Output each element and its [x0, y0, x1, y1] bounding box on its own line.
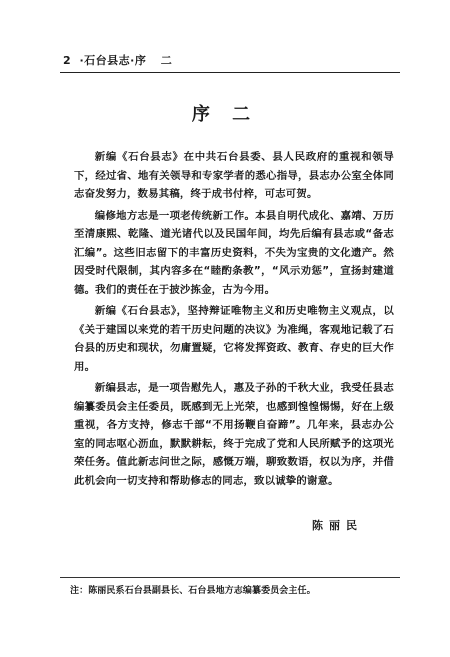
paragraph: 新编《石台县志》在中共石台县委、县人民政府的重视和领导下，经过省、地有关领导和专家学者的悉心指导，县志办公室全体同志奋发努力，数易其稿，终于成书付梓，可志可贺。	[74, 151, 394, 200]
footnote-rule	[60, 577, 400, 578]
paragraph: 新编县志，是一项告慰先人，惠及子孙的千秋大业，我受任县志编纂委员会主任委员，既感到无上光荣，也感到惶惶惕惕，好在上级重视，各方支持，修志千部“不用扬鞭自奋蹄”。几年来，县志办公室的同志呕心沥血，默默耕耘，终于完成了党和人民所赋予的这项光荣任务。值此新志问世之际，感慨万端，聊致数语，权以为序，并借此机会向一切支持和帮助修志的同志，致以诚挚的谢意。	[74, 382, 394, 487]
footnote: 注：陈丽民系石台县副县长、石台县地方志编纂委员会主任。	[70, 586, 316, 596]
body-text	[74, 148, 394, 493]
page-title: 序 二	[191, 104, 259, 125]
section-number: 二	[160, 54, 173, 67]
signature: 陈丽民	[312, 519, 363, 532]
header-rule	[60, 72, 400, 73]
paragraph: 新编《石台县志》，坚持辩证唯物主义和历史唯物主义观点，以《关于建国以来党的若干历史问题的决议》为准绳，客观地记载了石台县的历史和现状，勿庸置疑，它将发挥资政、教育、存史的巨大作用。	[74, 305, 394, 373]
page-number: 2	[63, 54, 72, 67]
running-header	[63, 52, 172, 68]
paragraph: 编修地方志是一项老传统新工作。本县自明代成化、嘉靖、万历至清康熙、乾隆、道光诸代以及民国年间，均先后编有县志或“备志汇编”。这些旧志留下的丰富历史资料，不失为宝贵的文化遗产。然因受时代限制，其内容多在“睦酌条教”，“风示劝惩”，宣扬封建道德。我们的责任在于披沙拣金，古为今用。	[74, 209, 394, 296]
book-title: ·石台县志·序	[79, 54, 147, 67]
